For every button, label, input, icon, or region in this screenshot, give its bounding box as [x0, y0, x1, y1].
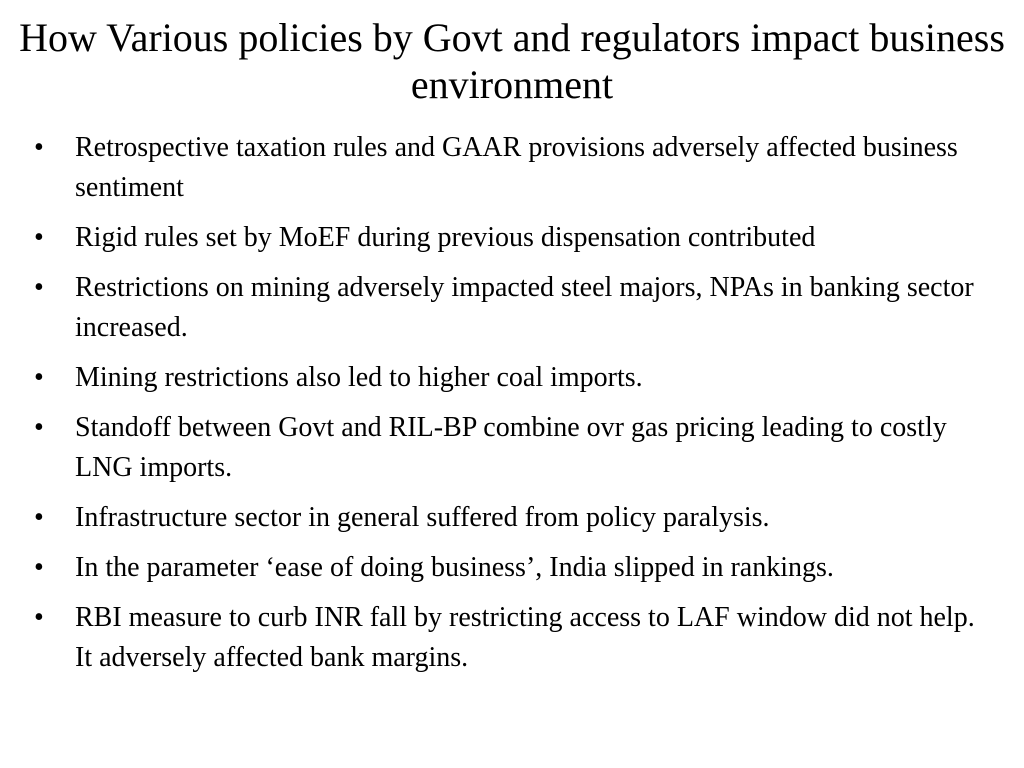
bullet-text: Restrictions on mining adversely impacted steel majors, NPAs in banking sector increased.	[75, 272, 974, 343]
bullet-list	[34, 128, 994, 688]
bullet-icon: •	[34, 222, 44, 253]
bullet-icon: •	[34, 272, 44, 303]
bullet-item	[34, 268, 994, 348]
bullet-text: Mining restrictions also led to higher coal imports.	[75, 362, 643, 393]
bullet-item	[34, 498, 994, 538]
bullet-item	[34, 218, 994, 258]
bullet-icon: •	[34, 602, 44, 633]
bullet-item	[34, 128, 994, 208]
bullet-text: Infrastructure sector in general suffered from policy paralysis.	[75, 502, 770, 533]
bullet-item	[34, 598, 994, 678]
slide-title: How Various policies by Govt and regulators impact business environment	[19, 15, 1005, 107]
bullet-icon: •	[34, 362, 44, 393]
bullet-item	[34, 408, 994, 488]
bullet-text: Retrospective taxation rules and GAAR provisions adversely affected business sentiment	[75, 132, 958, 203]
bullet-icon: •	[34, 502, 44, 533]
bullet-icon: •	[34, 412, 44, 443]
bullet-text: In the parameter ‘ease of doing business’, India slipped in rankings.	[75, 552, 834, 583]
bullet-icon: •	[34, 132, 44, 163]
bullet-text: Rigid rules set by MoEF during previous dispensation contributed	[75, 222, 816, 253]
bullet-item	[34, 548, 994, 588]
bullet-text: Standoff between Govt and RIL-BP combine ovr gas pricing leading to costly LNG imports.	[75, 412, 947, 483]
bullet-icon: •	[34, 552, 44, 583]
bullet-text: RBI measure to curb INR fall by restricting access to LAF window did not help. It adversely affected bank margins.	[75, 602, 975, 673]
bullet-item	[34, 358, 994, 398]
